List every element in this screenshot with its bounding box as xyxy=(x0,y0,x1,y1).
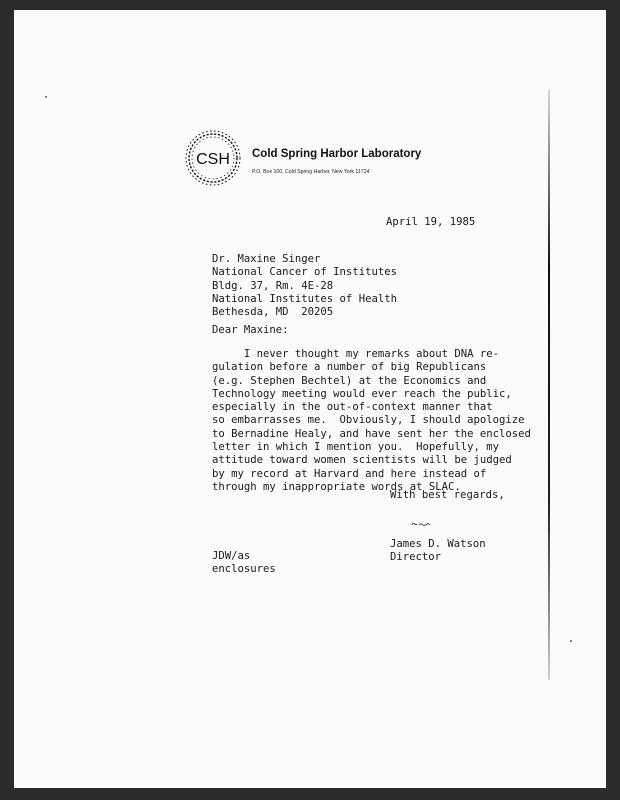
body-line: to Bernadine Healy, and have sent her the enclosed xyxy=(212,427,531,440)
recipient-address xyxy=(212,253,397,319)
handwritten-signature xyxy=(410,518,432,528)
closing: With best regards, xyxy=(390,489,505,501)
signer-title: Director xyxy=(390,551,442,564)
recipient-line: National Institutes of Health xyxy=(212,292,397,305)
salutation: Dear Maxine: xyxy=(212,324,289,336)
recipient-line: National Cancer of Institutes xyxy=(212,266,397,279)
recipient-line: Dr. Maxine Singer xyxy=(212,253,321,265)
body-line: I never thought my remarks about DNA re- xyxy=(212,348,500,360)
letter-date: April 19, 1985 xyxy=(386,216,476,228)
recipient-line: Bldg. 37, Rm. 4E-28 xyxy=(212,279,334,292)
body-line: (e.g. Stephen Bechtel) at the Economics and xyxy=(212,374,487,387)
recipient-line: Bethesda, MD 20205 xyxy=(212,306,334,319)
typist-initials: JDW/as xyxy=(212,550,251,562)
dust-speck xyxy=(570,640,572,642)
body-line: letter in which I mention you. Hopefully, my xyxy=(212,441,500,454)
letter-body xyxy=(212,348,531,494)
body-line: especially in the out-of-context manner that xyxy=(212,401,493,414)
csh-logo xyxy=(183,128,243,188)
body-line: through my inappropriate words at SLAC. xyxy=(212,480,461,493)
body-line: attitude toward women scientists will be judged xyxy=(212,454,512,467)
enclosures-note: enclosures xyxy=(212,563,276,576)
signature-block xyxy=(390,538,486,565)
body-line: by my record at Harvard and here instead of xyxy=(212,467,487,480)
logo-monogram: CSH xyxy=(196,151,230,168)
dust-speck xyxy=(45,96,47,98)
page-edge-shadow xyxy=(548,90,550,680)
lab-name: Cold Spring Harbor Laboratory xyxy=(252,148,422,160)
lab-address: P.O. Box 100, Cold Spring Harbor, New York 11724 xyxy=(252,169,370,175)
body-line: Technology meeting would ever reach the public, xyxy=(212,387,512,400)
signer-name: James D. Watson xyxy=(390,538,486,550)
body-line: so embarrasses me. Obviously, I should apologize xyxy=(212,414,525,427)
body-line: gulation before a number of big Republicans xyxy=(212,361,487,374)
reference-initials xyxy=(212,550,276,577)
